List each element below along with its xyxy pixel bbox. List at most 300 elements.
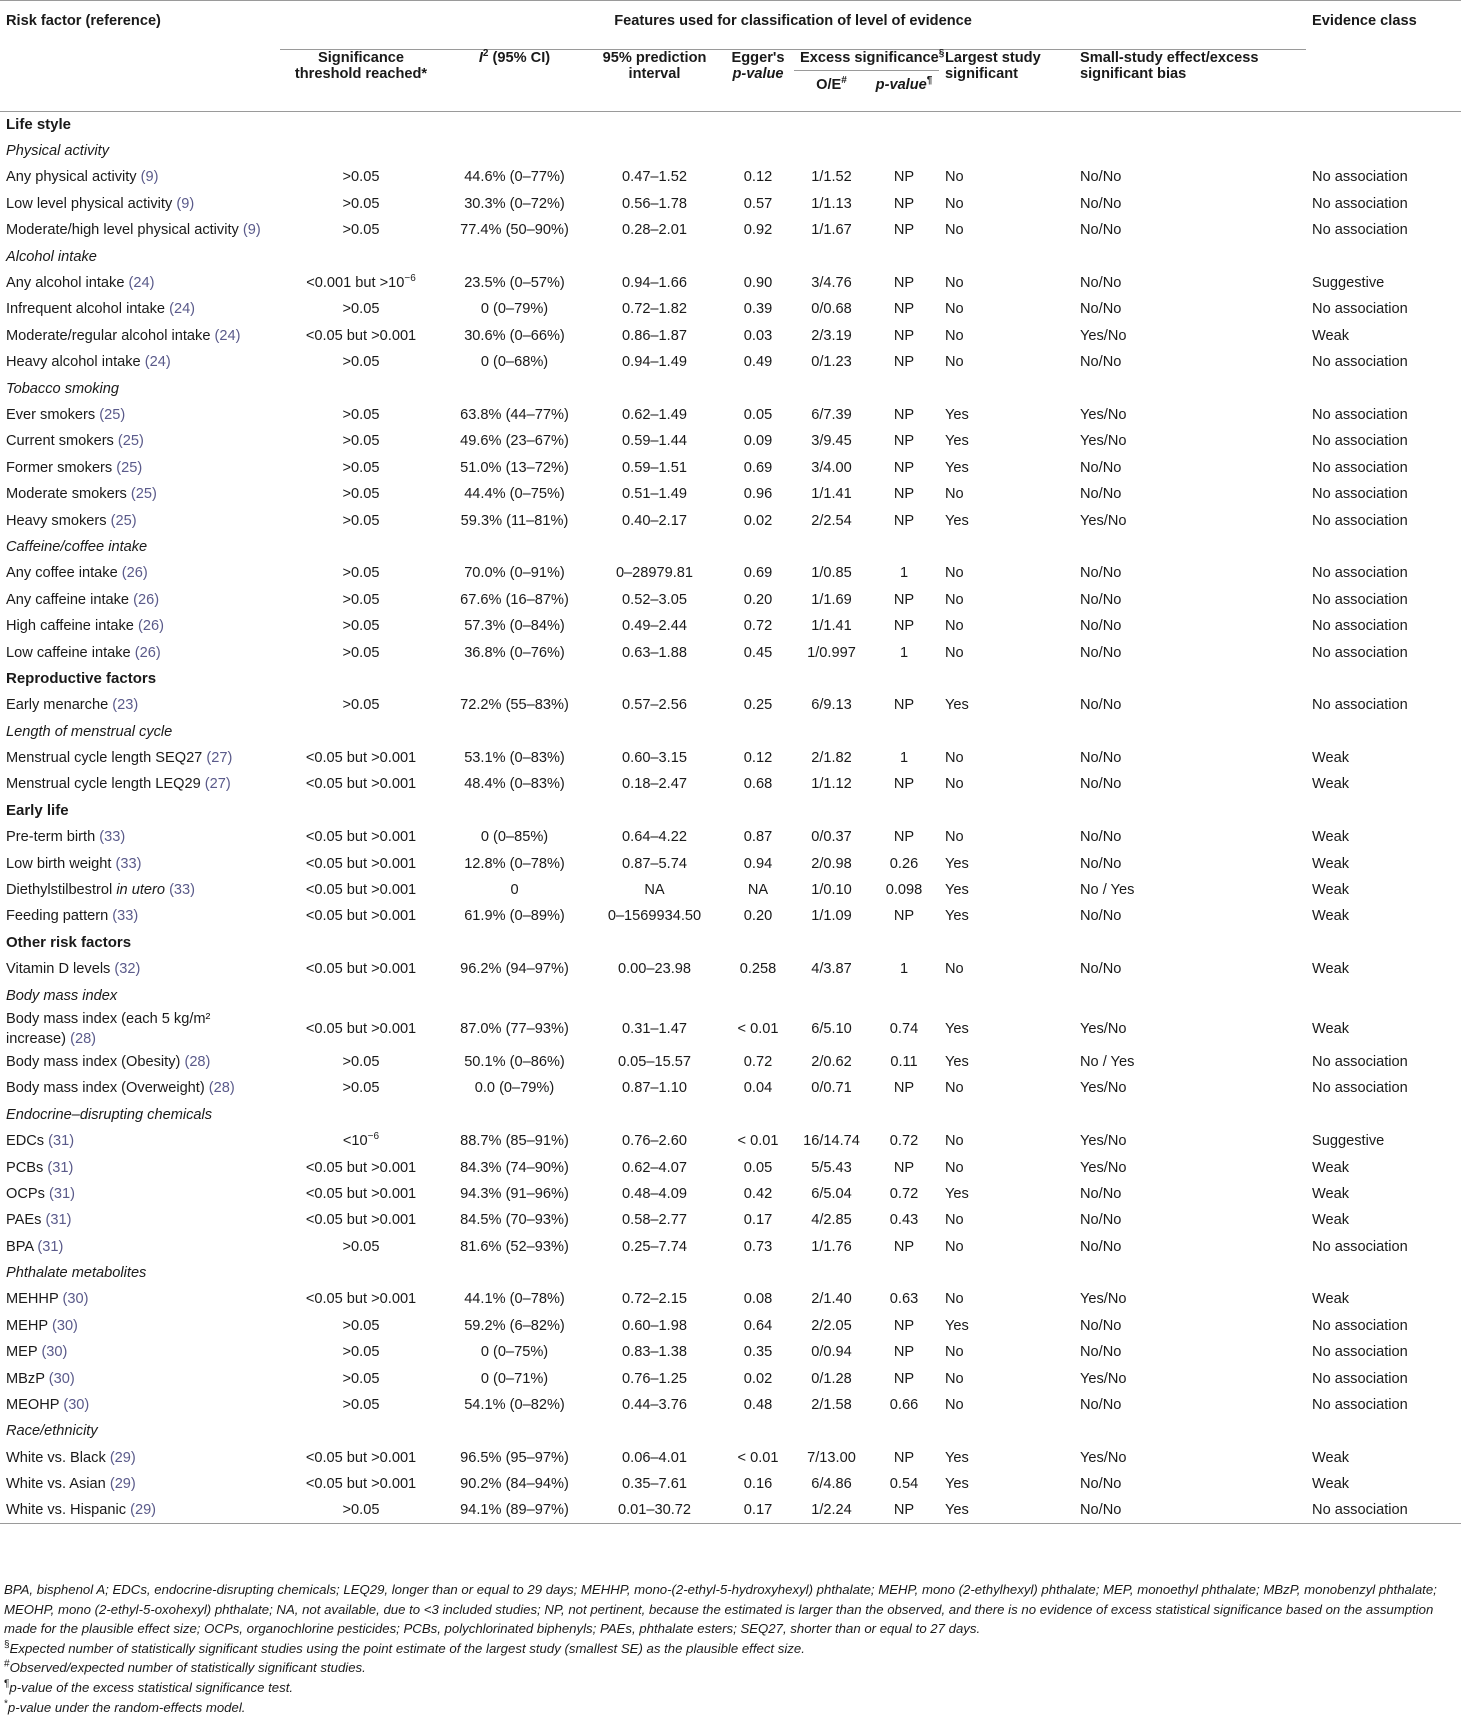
significance-value: >0.05 xyxy=(342,222,380,239)
reference: (9) xyxy=(140,169,159,186)
largest-study-cell: Yes xyxy=(945,908,969,925)
oe-cell: 1/1.12 xyxy=(811,776,852,793)
excess-pvalue-cell: 0.63 xyxy=(889,1291,919,1308)
subsection-label: Tobacco smoking xyxy=(6,380,120,397)
subsection-label: Race/ethnicity xyxy=(6,1423,98,1440)
significance-exponent: −6 xyxy=(404,273,416,285)
risk-factor-name xyxy=(0,1445,280,1471)
risk-factor-text: Heavy alcohol intake xyxy=(6,354,141,371)
risk-factor-italic: in utero xyxy=(116,882,165,899)
table-row xyxy=(0,428,1461,454)
risk-factor-text: Low level physical activity xyxy=(6,195,173,212)
prediction-interval-cell: 0.60–1.98 xyxy=(622,1317,687,1334)
significance-value: <0.05 but >0.001 xyxy=(305,855,417,872)
significance-value: <0.05 but >0.001 xyxy=(305,1476,417,1493)
significance-cell xyxy=(280,587,442,613)
evidence-class-cell: Weak xyxy=(1312,1185,1350,1202)
risk-factor-name xyxy=(0,481,280,507)
i2-cell: 94.3% (91–96%) xyxy=(460,1185,569,1202)
significance-value: >0.05 xyxy=(342,1080,380,1097)
largest-study-cell: No xyxy=(945,301,964,318)
table-row xyxy=(0,877,1461,903)
risk-factor-text: High caffeine intake xyxy=(6,618,134,635)
significance-value: <0.05 but >0.001 xyxy=(305,882,417,899)
egger-cell: 0.258 xyxy=(739,961,777,978)
risk-factor-name xyxy=(0,824,280,850)
oe-cell: 1/1.76 xyxy=(811,1238,852,1255)
significance-value: >0.05 xyxy=(342,459,380,476)
significance-cell xyxy=(280,850,442,876)
reference: (26) xyxy=(133,591,160,608)
prediction-interval-cell: NA xyxy=(644,882,665,899)
egger-cell: 0.16 xyxy=(743,1476,773,1493)
i2-cell: 96.2% (94–97%) xyxy=(460,961,569,978)
risk-factor-text: Moderate/high level physical activity xyxy=(6,222,239,239)
significance-value: >0.05 xyxy=(342,1344,380,1361)
significance-cell xyxy=(280,481,442,507)
oe-cell: 1/2.24 xyxy=(811,1502,852,1519)
bias-cell: No/No xyxy=(1080,697,1122,714)
bias-cell: Yes/No xyxy=(1080,1449,1127,1466)
prediction-interval-cell: 0.52–3.05 xyxy=(622,591,687,608)
subsection-label: Endocrine–disrupting chemicals xyxy=(6,1106,213,1123)
significance-value: <0.05 but >0.001 xyxy=(305,750,417,767)
oe-cell: 6/7.39 xyxy=(811,406,852,423)
risk-factor-text: Feeding pattern xyxy=(6,908,109,925)
egger-cell: 0.20 xyxy=(743,591,773,608)
risk-factor-text: Low birth weight xyxy=(6,855,112,872)
reference: (25) xyxy=(110,512,137,529)
largest-study-cell: No xyxy=(945,169,964,186)
section-row xyxy=(0,798,1461,824)
excess-pvalue-cell: NP xyxy=(893,433,915,450)
risk-factor-text: OCPs xyxy=(6,1185,45,1202)
risk-factor-text: Vitamin D levels xyxy=(6,961,111,978)
risk-factor-text: Current smokers xyxy=(6,433,114,450)
oe-cell: 1/1.52 xyxy=(811,169,852,186)
bias-cell: Yes/No xyxy=(1080,1291,1127,1308)
egger-cell: 0.90 xyxy=(743,275,773,292)
reference: (28) xyxy=(184,1053,211,1070)
significance-cell xyxy=(280,402,442,428)
excess-pvalue-cell: 0.26 xyxy=(889,855,919,872)
table-row xyxy=(0,1049,1461,1075)
table-row xyxy=(0,587,1461,613)
prediction-interval-cell: 0.62–1.49 xyxy=(622,406,687,423)
subsection-label: Caffeine/coffee intake xyxy=(6,538,148,555)
i2-cell: 90.2% (84–94%) xyxy=(460,1476,569,1493)
table-row xyxy=(0,402,1461,428)
evidence-class-cell: Weak xyxy=(1312,908,1350,925)
evidence-class-cell: No association xyxy=(1312,1053,1408,1070)
bias-cell: No/No xyxy=(1080,1317,1122,1334)
excess-pvalue-cell: NP xyxy=(893,301,915,318)
significance-cell xyxy=(280,692,442,718)
risk-factor-text: Moderate/regular alcohol intake xyxy=(6,327,211,344)
risk-factor-text: Ever smokers xyxy=(6,406,96,423)
bias-cell: No/No xyxy=(1080,829,1122,846)
evidence-class-cell: No association xyxy=(1312,1238,1408,1255)
i2-cell: 59.3% (11–81%) xyxy=(460,512,569,529)
evidence-class-cell: Weak xyxy=(1312,829,1350,846)
section-label: Early life xyxy=(6,802,69,820)
oe-cell: 1/1.41 xyxy=(811,618,852,635)
bias-cell: No/No xyxy=(1080,222,1122,239)
subsection-row xyxy=(0,718,1461,744)
risk-factor-name xyxy=(0,1471,280,1497)
table-row xyxy=(0,217,1461,243)
significance-value: >0.05 xyxy=(342,169,380,186)
evidence-class-cell: Weak xyxy=(1312,1159,1350,1176)
table-row xyxy=(0,1181,1461,1207)
i2-cell: 44.6% (0–77%) xyxy=(464,169,565,186)
bias-cell: No/No xyxy=(1080,275,1122,292)
subsection-row xyxy=(0,1418,1461,1444)
oe-cell: 1/1.41 xyxy=(811,486,852,503)
table-row xyxy=(0,296,1461,322)
largest-study-cell: Yes xyxy=(945,1053,969,1070)
bias-cell: No/No xyxy=(1080,1502,1122,1519)
risk-factor-name xyxy=(0,191,280,217)
i2-cell: 12.8% (0–78%) xyxy=(464,855,565,872)
largest-study-cell: Yes xyxy=(945,1020,969,1037)
table-row xyxy=(0,1313,1461,1339)
risk-factor-text: Infrequent alcohol intake xyxy=(6,301,166,318)
risk-factor-text: Any coffee intake xyxy=(6,565,118,582)
bias-cell: Yes/No xyxy=(1080,1133,1127,1150)
excess-pvalue-cell: 1 xyxy=(899,750,909,767)
egger-cell: 0.20 xyxy=(743,908,773,925)
significance-value: <0.05 but >0.001 xyxy=(305,1159,417,1176)
table-row xyxy=(0,745,1461,771)
prediction-interval-cell: 0.47–1.52 xyxy=(622,169,687,186)
header-prediction-interval: 95% prediction interval xyxy=(602,50,707,82)
i2-cell: 81.6% (52–93%) xyxy=(460,1238,569,1255)
section-label: Reproductive factors xyxy=(6,670,157,688)
prediction-interval-cell: 0.31–1.47 xyxy=(622,1020,687,1037)
prediction-interval-cell: 0.94–1.49 xyxy=(622,354,687,371)
bias-cell: No/No xyxy=(1080,618,1122,635)
largest-study-cell: Yes xyxy=(945,433,969,450)
significance-value: >0.05 xyxy=(342,1317,380,1334)
section-row xyxy=(0,112,1461,138)
evidence-class-cell: Weak xyxy=(1312,750,1350,767)
significance-cell xyxy=(280,1313,442,1339)
significance-cell xyxy=(280,1234,442,1260)
footnote-asterisk: *p-value under the random-effects model. xyxy=(4,1698,246,1715)
significance-cell xyxy=(280,217,442,243)
largest-study-cell: Yes xyxy=(945,697,969,714)
largest-study-cell: No xyxy=(945,195,964,212)
excess-pvalue-cell: NP xyxy=(893,459,915,476)
egger-cell: 0.64 xyxy=(743,1317,773,1334)
largest-study-cell: No xyxy=(945,644,964,661)
excess-pvalue-cell: NP xyxy=(893,1502,915,1519)
excess-pvalue-cell: NP xyxy=(893,1159,915,1176)
significance-cell xyxy=(280,323,442,349)
egger-cell: 0.49 xyxy=(743,354,773,371)
oe-cell: 2/1.40 xyxy=(811,1291,852,1308)
oe-cell: 3/4.76 xyxy=(811,275,852,292)
evidence-class-cell: Weak xyxy=(1312,961,1350,978)
prediction-interval-cell: 0.06–4.01 xyxy=(622,1449,687,1466)
largest-study-cell: No xyxy=(945,486,964,503)
egger-cell: 0.68 xyxy=(743,776,773,793)
excess-pvalue-cell: NP xyxy=(893,618,915,635)
prediction-interval-cell: 0.05–15.57 xyxy=(617,1053,692,1070)
table-row xyxy=(0,1128,1461,1154)
excess-pvalue-cell: NP xyxy=(893,406,915,423)
evidence-class-cell: No association xyxy=(1312,1370,1408,1387)
excess-pvalue-cell: NP xyxy=(893,1238,915,1255)
risk-factor-name xyxy=(0,692,280,718)
egger-cell: 0.35 xyxy=(743,1344,773,1361)
excess-pvalue-cell: NP xyxy=(893,908,915,925)
evidence-class-cell: Weak xyxy=(1312,1449,1350,1466)
evidence-class-cell: No association xyxy=(1312,301,1408,318)
bias-cell: No/No xyxy=(1080,195,1122,212)
bias-cell: No/No xyxy=(1080,644,1122,661)
egger-cell: 0.04 xyxy=(743,1080,773,1097)
largest-study-cell: No xyxy=(945,1291,964,1308)
subsection-row xyxy=(0,982,1461,1008)
subsection-row xyxy=(0,1102,1461,1128)
significance-cell xyxy=(280,1339,442,1365)
risk-factor-text: MEHP xyxy=(6,1317,48,1334)
evidence-class-cell: Weak xyxy=(1312,882,1350,899)
table-row xyxy=(0,1207,1461,1233)
i2-cell: 49.6% (23–67%) xyxy=(460,433,569,450)
evidence-class-cell: No association xyxy=(1312,1344,1408,1361)
excess-pvalue-cell: NP xyxy=(893,512,915,529)
risk-factor-name xyxy=(0,1128,280,1154)
excess-pvalue-cell: NP xyxy=(893,1449,915,1466)
significance-cell xyxy=(280,1497,442,1523)
largest-study-cell: No xyxy=(945,776,964,793)
evidence-class-cell: No association xyxy=(1312,459,1408,476)
risk-factor-name xyxy=(0,164,280,190)
evidence-class-cell: No association xyxy=(1312,512,1408,529)
prediction-interval-cell: 0.49–2.44 xyxy=(622,618,687,635)
largest-study-cell: Yes xyxy=(945,855,969,872)
excess-pvalue-cell: 0.72 xyxy=(889,1185,919,1202)
risk-factor-text: EDCs xyxy=(6,1133,45,1150)
risk-factor-name xyxy=(0,613,280,639)
oe-cell: 2/0.98 xyxy=(811,855,852,872)
reference: (25) xyxy=(116,459,143,476)
evidence-class-cell: No association xyxy=(1312,486,1408,503)
egger-cell: 0.69 xyxy=(743,459,773,476)
largest-study-cell: Yes xyxy=(945,406,969,423)
prediction-interval-cell: 0.94–1.66 xyxy=(622,275,687,292)
largest-study-cell: No xyxy=(945,565,964,582)
largest-study-cell: No xyxy=(945,591,964,608)
egger-cell: NA xyxy=(747,882,769,899)
prediction-interval-cell: 0.63–1.88 xyxy=(622,644,687,661)
evidence-class-cell: Weak xyxy=(1312,1020,1350,1037)
bias-cell: No / Yes xyxy=(1080,1053,1135,1070)
table-row xyxy=(0,164,1461,190)
header-egger: Egger's p-value xyxy=(731,50,785,82)
oe-cell: 1/0.997 xyxy=(807,644,856,661)
header-evidence-class: Evidence class xyxy=(1312,13,1417,29)
prediction-interval-cell: 0.87–1.10 xyxy=(622,1080,687,1097)
table-row xyxy=(0,323,1461,349)
risk-factor-text: Any physical activity xyxy=(6,169,137,186)
bias-cell: No/No xyxy=(1080,459,1122,476)
egger-cell: 0.92 xyxy=(743,222,773,239)
bias-cell: No/No xyxy=(1080,565,1122,582)
bias-cell: Yes/No xyxy=(1080,512,1127,529)
prediction-interval-cell: 0.72–2.15 xyxy=(622,1291,687,1308)
bias-cell: No/No xyxy=(1080,169,1122,186)
reference: (30) xyxy=(48,1370,75,1387)
reference: (28) xyxy=(208,1080,235,1097)
evidence-class-cell: No association xyxy=(1312,222,1408,239)
header-i2: $I^2$ (95% CI) xyxy=(478,48,551,66)
largest-study-cell: Yes xyxy=(945,1317,969,1334)
risk-factor-name xyxy=(0,1313,280,1339)
egger-cell: 0.57 xyxy=(743,195,773,212)
prediction-interval-cell: 0.57–2.56 xyxy=(622,697,687,714)
table-row xyxy=(0,1286,1461,1312)
risk-factor-text: MEHHP xyxy=(6,1291,59,1308)
reference: (24) xyxy=(214,327,241,344)
risk-factor-text: MEP xyxy=(6,1344,38,1361)
egger-cell: 0.69 xyxy=(743,565,773,582)
evidence-class-cell: No association xyxy=(1312,169,1408,186)
bias-cell: No/No xyxy=(1080,1476,1122,1493)
significance-value: >0.05 xyxy=(342,512,380,529)
bias-cell: Yes/No xyxy=(1080,327,1127,344)
significance-cell xyxy=(280,771,442,797)
table-row xyxy=(0,191,1461,217)
bias-cell: No/No xyxy=(1080,776,1122,793)
prediction-interval-cell: 0.59–1.44 xyxy=(622,433,687,450)
reference: (25) xyxy=(130,486,157,503)
bias-cell: No/No xyxy=(1080,961,1122,978)
oe-cell: 1/0.10 xyxy=(811,882,852,899)
largest-study-cell: No xyxy=(945,1238,964,1255)
oe-cell: 1/1.67 xyxy=(811,222,852,239)
prediction-interval-cell: 0.44–3.76 xyxy=(622,1397,687,1414)
significance-cell xyxy=(280,455,442,481)
evidence-class-cell: No association xyxy=(1312,406,1408,423)
egger-cell: 0.87 xyxy=(743,829,773,846)
risk-factor-text: Any alcohol intake xyxy=(6,275,125,292)
header-largest-study: Largest study significant xyxy=(945,50,1041,82)
largest-study-cell: No xyxy=(945,327,964,344)
significance-cell xyxy=(280,164,442,190)
i2-cell: 0 (0–75%) xyxy=(480,1344,549,1361)
largest-study-cell: No xyxy=(945,275,964,292)
table-row xyxy=(0,1009,1461,1049)
egger-cell: 0.05 xyxy=(743,1159,773,1176)
egger-cell: 0.03 xyxy=(743,327,773,344)
largest-study-cell: Yes xyxy=(945,1185,969,1202)
significance-value: <0.05 but >0.001 xyxy=(305,1020,417,1037)
reference: (29) xyxy=(130,1502,157,1519)
bias-cell: Yes/No xyxy=(1080,1020,1127,1037)
significance-value: <0.05 but >0.001 xyxy=(305,908,417,925)
header-excess-significance: Excess significance§ xyxy=(794,50,939,71)
risk-factor-name xyxy=(0,587,280,613)
risk-factor-name xyxy=(0,1365,280,1391)
prediction-interval-cell: 0.64–4.22 xyxy=(622,829,687,846)
section-label: Life style xyxy=(6,116,72,134)
evidence-class-cell: No association xyxy=(1312,1317,1408,1334)
risk-factor-name xyxy=(0,903,280,929)
bias-cell: No/No xyxy=(1080,750,1122,767)
table-row xyxy=(0,850,1461,876)
i2-cell: 67.6% (16–87%) xyxy=(460,591,569,608)
largest-study-cell: No xyxy=(945,1080,964,1097)
significance-value: >0.05 xyxy=(342,406,380,423)
significance-cell xyxy=(280,1049,442,1075)
reference: (33) xyxy=(169,882,196,899)
oe-cell: 6/9.13 xyxy=(811,697,852,714)
i2-cell: 84.3% (74–90%) xyxy=(460,1159,569,1176)
significance-value: <0.05 but >0.001 xyxy=(305,961,417,978)
reference: (33) xyxy=(115,855,142,872)
largest-study-cell: Yes xyxy=(945,882,969,899)
subsection-row xyxy=(0,243,1461,269)
section-label: Other risk factors xyxy=(6,934,132,952)
risk-factor-name xyxy=(0,1234,280,1260)
egger-cell: 0.72 xyxy=(743,1053,773,1070)
i2-cell: 0 xyxy=(510,882,519,899)
bias-cell: Yes/No xyxy=(1080,1080,1127,1097)
evidence-class-cell: No association xyxy=(1312,195,1408,212)
footnote-section: §Expected number of statistically significant studies using the point estimate of the largest study (smallest SE) as the plausible effect size. xyxy=(4,1639,805,1656)
significance-cell xyxy=(280,1392,442,1418)
prediction-interval-cell: 0.40–2.17 xyxy=(622,512,687,529)
table-row xyxy=(0,507,1461,533)
i2-cell: 36.8% (0–76%) xyxy=(464,644,565,661)
significance-value: >0.05 xyxy=(342,1053,380,1070)
significance-cell xyxy=(280,1286,442,1312)
risk-factor-name xyxy=(0,507,280,533)
risk-factor-text: Pre-term birth xyxy=(6,829,96,846)
egger-cell: 0.45 xyxy=(743,644,773,661)
table-row xyxy=(0,1075,1461,1101)
risk-factor-name xyxy=(0,1339,280,1365)
prediction-interval-cell: 0.87–5.74 xyxy=(622,855,687,872)
risk-factor-name xyxy=(0,217,280,243)
largest-study-cell: No xyxy=(945,1133,964,1150)
subsection-label: Length of menstrual cycle xyxy=(6,723,173,740)
egger-cell: 0.39 xyxy=(743,301,773,318)
oe-cell: 2/1.82 xyxy=(811,750,852,767)
excess-pvalue-cell: 1 xyxy=(899,644,909,661)
i2-cell: 87.0% (77–93%) xyxy=(460,1020,569,1037)
risk-factor-text: Moderate smokers xyxy=(6,486,127,503)
i2-cell: 54.1% (0–82%) xyxy=(464,1397,565,1414)
evidence-class-cell: Weak xyxy=(1312,327,1350,344)
largest-study-cell: No xyxy=(945,618,964,635)
risk-factor-name xyxy=(0,428,280,454)
subsection-row xyxy=(0,534,1461,560)
oe-cell: 0/0.71 xyxy=(811,1080,852,1097)
risk-factor-name xyxy=(0,850,280,876)
oe-cell: 2/1.58 xyxy=(811,1397,852,1414)
bias-cell: No/No xyxy=(1080,1238,1122,1255)
egger-cell: < 0.01 xyxy=(737,1020,779,1037)
table-row xyxy=(0,1471,1461,1497)
bias-cell: Yes/No xyxy=(1080,433,1127,450)
significance-value: <0.05 but >0.001 xyxy=(305,829,417,846)
table-row xyxy=(0,613,1461,639)
